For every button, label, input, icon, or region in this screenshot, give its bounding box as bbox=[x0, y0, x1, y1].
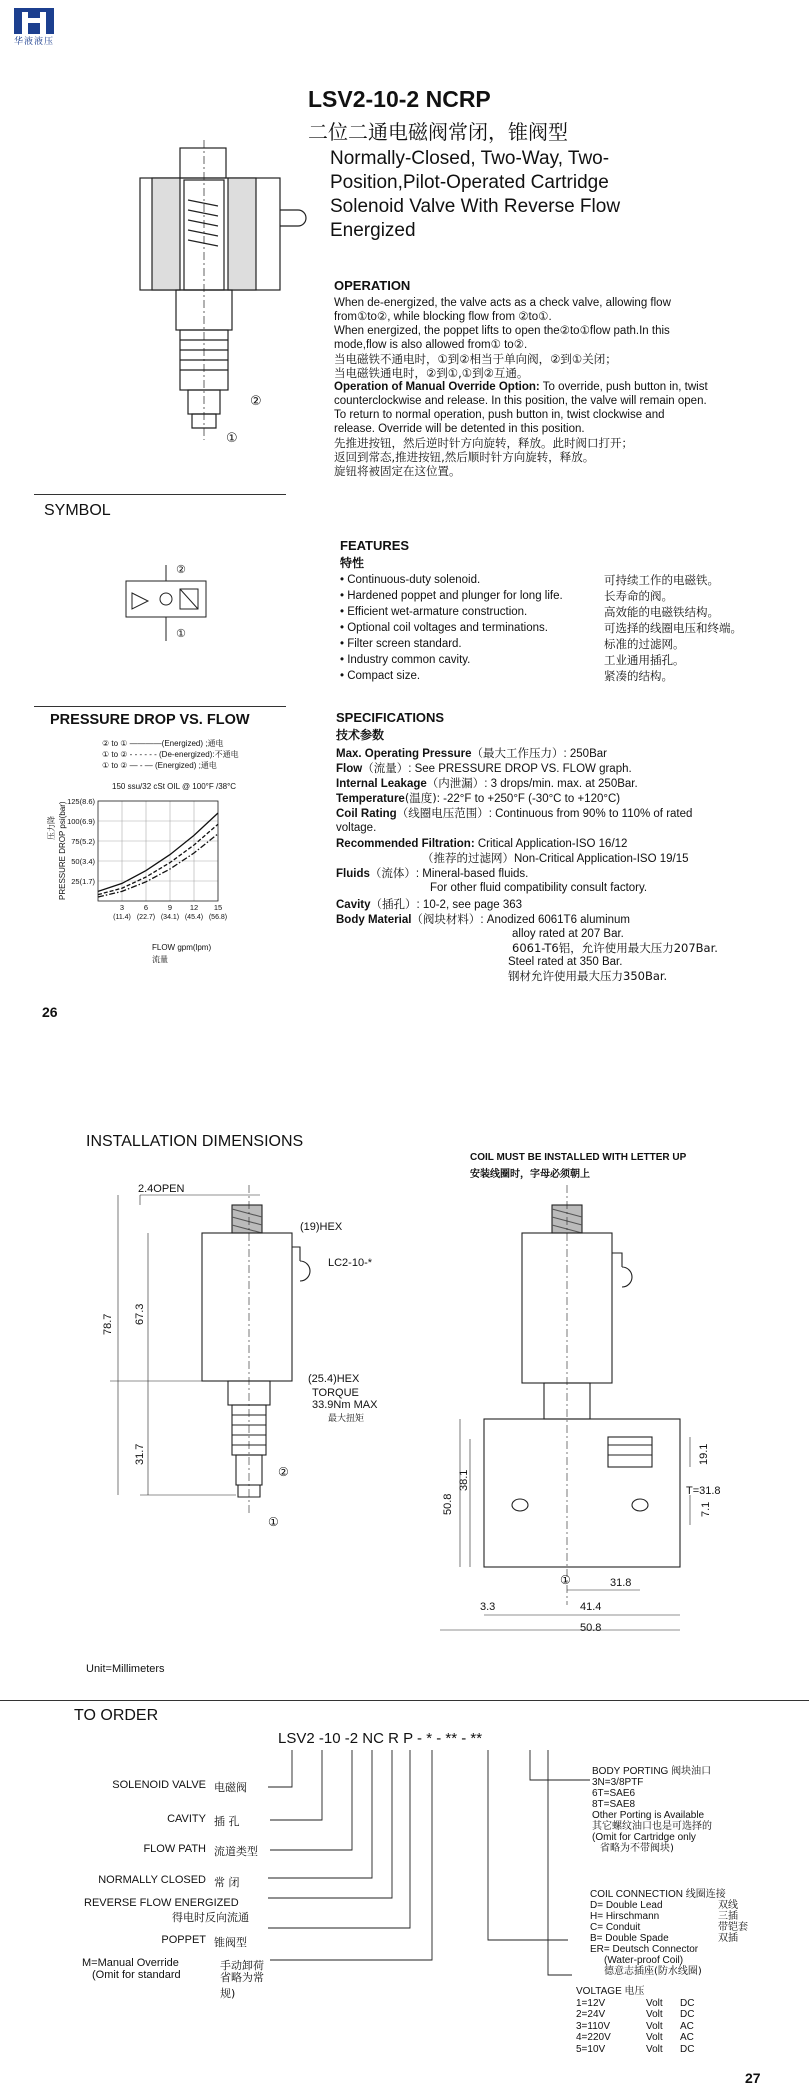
chart-xtick-label: 3 bbox=[119, 903, 125, 912]
order-code-part: - bbox=[417, 1730, 423, 1747]
chart-ylabel: PRESSURE DROP psi(bar) bbox=[58, 801, 67, 900]
order-option-label: SOLENOID VALVE bbox=[112, 1779, 206, 1791]
oil-note: 150 ssu/32 cSt OIL @ 100°F /38°C bbox=[112, 782, 237, 791]
coil-option: D= Double Lead bbox=[590, 1900, 663, 1911]
override-line: To override, push button in, twist bbox=[539, 381, 708, 393]
porting-title-cn: 阀块油口 bbox=[671, 1766, 712, 1777]
feature-item-cn: 可持续工作的电磁铁。 bbox=[604, 573, 719, 587]
order-code-part: -10 bbox=[318, 1730, 341, 1747]
body-label: Body Material bbox=[336, 914, 412, 926]
order-code-part: * bbox=[426, 1730, 433, 1747]
spec-value: : Continuous from 90% to 110% of rated bbox=[488, 808, 693, 820]
chart-xtick-sublabel: (34.1) bbox=[160, 914, 180, 921]
coil-connection-block bbox=[590, 1889, 800, 1977]
filtration-value: Critical Application-ISO 16/12 bbox=[474, 838, 628, 850]
operation-line: When de-energized, the valve acts as a check valve, allowing flow bbox=[334, 297, 671, 309]
units-note: Unit=Millimeters bbox=[86, 1663, 165, 1675]
feature-item-cn: 紧凑的结构。 bbox=[604, 669, 673, 683]
operation-line: from①to②, while blocking flow from ②to①. bbox=[334, 311, 552, 323]
order-code-part: ** bbox=[445, 1730, 458, 1747]
chart-xtick-label: 15 bbox=[213, 903, 223, 912]
order-option-label-cn: 电磁阀 bbox=[214, 1781, 247, 1794]
spec-voltage-cont: voltage. bbox=[336, 822, 377, 834]
side-port-1: ① bbox=[560, 1573, 571, 1587]
coil-option-cn: 带铠套 bbox=[718, 1922, 748, 1933]
dim-41-4: 41.4 bbox=[580, 1601, 602, 1613]
voltage-type: DC bbox=[680, 2009, 695, 2020]
order-option-label: M=Manual Override bbox=[82, 1957, 179, 1969]
order-code-part: R bbox=[388, 1730, 399, 1747]
voltage-option: 4=220V bbox=[576, 2032, 611, 2043]
dim-open: 2.4OPEN bbox=[138, 1183, 185, 1195]
specs-heading-cn: 技术参数 bbox=[336, 728, 385, 742]
dim-hex25-4: (25.4)HEX bbox=[308, 1373, 360, 1385]
chart-ytick-label: 100(6.9) bbox=[67, 817, 95, 826]
installation-drawing-side bbox=[440, 1175, 760, 1645]
logo-text: 华液液压 bbox=[14, 37, 55, 47]
pressure-drop-heading: PRESSURE DROP VS. FLOW bbox=[50, 712, 250, 728]
order-option-label-cn: 省略为常规) bbox=[220, 1971, 264, 2000]
spec-value: : 250Bar bbox=[563, 748, 607, 760]
voltage-type: DC bbox=[680, 1997, 695, 2009]
spec-value: : -22°F to +250°F (-30°C to +120°C) bbox=[436, 793, 621, 805]
operation-line: mode,flow is also allowed from① to②. bbox=[334, 339, 528, 351]
coil-option-cn: 三插 bbox=[718, 1911, 738, 1922]
symbol-heading: SYMBOL bbox=[44, 502, 111, 519]
order-option-label-cn: 得电时反向流通 bbox=[172, 1911, 249, 1924]
chart-ytick-label: 25(1.7) bbox=[71, 877, 95, 886]
spec-label-cn: （内泄漏） bbox=[426, 776, 485, 790]
spec-label-cn: （线圈电压范围） bbox=[396, 806, 489, 820]
coil-option: 德意志插座(防水线圈) bbox=[604, 1966, 702, 1977]
chart-xtick-label: 12 bbox=[189, 903, 199, 912]
model-title: LSV2-10-2 NCRP bbox=[308, 86, 491, 112]
body-line: : Anodized 6061T6 aluminum bbox=[480, 914, 631, 926]
chart-xtick-sublabel: (22.7) bbox=[136, 914, 156, 921]
spec-value: : See PRESSURE DROP VS. FLOW graph. bbox=[408, 763, 632, 775]
features-heading-cn: 特性 bbox=[340, 556, 365, 570]
voltage-type: AC bbox=[680, 2032, 694, 2043]
porting-option: 省略为不带阀块) bbox=[600, 1843, 674, 1854]
cavity-cn: （插孔） bbox=[370, 897, 417, 911]
dim-7-1: 7.1 bbox=[700, 1501, 712, 1517]
legend-line-3: ① to ② — - — (Energized) ;通电 bbox=[102, 761, 217, 770]
order-code-part: NC bbox=[362, 1730, 384, 1747]
features-list bbox=[340, 573, 780, 685]
override-label: Operation of Manual Override Option: bbox=[334, 381, 540, 393]
front-port-1: ① bbox=[268, 1515, 279, 1529]
page-number-right: 27 bbox=[745, 2070, 761, 2086]
voltage-option: 1=12V bbox=[576, 1997, 606, 2009]
order-option-label: CAVITY bbox=[167, 1813, 206, 1825]
spec-value: : 3 drops/min. max. at 250Bar. bbox=[484, 778, 638, 790]
feature-item-cn: 高效能的电磁铁结构。 bbox=[604, 605, 719, 619]
dim-31-7: 31.7 bbox=[134, 1443, 146, 1465]
spec-label-cn: （流量） bbox=[362, 761, 409, 775]
dim-hex19: (19)HEX bbox=[300, 1221, 343, 1233]
voltage-unit: Volt bbox=[646, 2009, 663, 2020]
dim-t31-8: T=31.8 bbox=[686, 1485, 721, 1497]
filtration-label: Recommended Filtration: bbox=[336, 838, 475, 850]
order-code-part: - bbox=[461, 1730, 467, 1747]
order-option-label-cn: 插 孔 bbox=[214, 1815, 240, 1828]
coil-option: (Water-proof Coil) bbox=[604, 1955, 684, 1966]
hydraulic-symbol bbox=[120, 565, 220, 645]
install-heading: INSTALLATION DIMENSIONS bbox=[86, 1133, 304, 1150]
spec-label: Max. Operating Pressure bbox=[336, 748, 472, 760]
symbol-rule bbox=[34, 494, 286, 495]
feature-item: • Compact size. bbox=[340, 670, 421, 682]
voltage-unit: Volt bbox=[646, 2032, 663, 2043]
override-line: release. Override will be detented in this position. bbox=[334, 423, 585, 435]
override-line: 旋钮将被固定在这位置。 bbox=[334, 464, 461, 478]
order-rule bbox=[0, 1700, 809, 1701]
order-option-label: POPPET bbox=[161, 1934, 206, 1946]
pressure-drop-chart bbox=[60, 795, 290, 935]
body-porting-block bbox=[592, 1766, 802, 1854]
spec-label: Temperature bbox=[336, 793, 405, 805]
torque-cn: 最大扭矩 bbox=[328, 1414, 365, 1424]
feature-item: • Hardened poppet and plunger for long life. bbox=[340, 590, 563, 602]
title-en-2: Position,Pilot-Operated Cartridge bbox=[330, 172, 609, 193]
order-option-label: REVERSE FLOW ENERGIZED bbox=[84, 1897, 239, 1909]
specs-list bbox=[336, 746, 781, 983]
spec-label: Internal Leakage bbox=[336, 778, 427, 790]
torque-label: TORQUE bbox=[312, 1387, 359, 1399]
override-line: 先推进按钮，然后逆时针方向旋转，释放。此时阀口打开； bbox=[334, 436, 633, 450]
order-option-label: NORMALLY CLOSED bbox=[98, 1874, 206, 1886]
fluids-value: : Mineral-based fluids. bbox=[415, 868, 529, 880]
operation-line: 当电磁铁不通电时，①到②相当于单向阀，②到①关闭； bbox=[334, 352, 617, 366]
page-number-left: 26 bbox=[42, 1004, 58, 1020]
dim-3-3: 3.3 bbox=[480, 1601, 496, 1613]
pressure-rule bbox=[34, 706, 286, 707]
order-option-label: FLOW PATH bbox=[143, 1843, 206, 1855]
order-code-part: - bbox=[436, 1730, 442, 1747]
porting-option: 8T=SAE8 bbox=[592, 1799, 636, 1810]
symbol-port-1: ① bbox=[176, 628, 186, 640]
coil-option-cn: 双线 bbox=[718, 1900, 738, 1911]
feature-item-cn: 标准的过滤网。 bbox=[604, 637, 685, 651]
body-line: 6061-T6铝，允许使用最大压力207Bar. bbox=[512, 941, 718, 955]
ylabel-cn: 压力降 bbox=[47, 816, 56, 840]
chart-xtick-sublabel: (56.8) bbox=[208, 914, 228, 921]
chart-xtick-label: 6 bbox=[143, 903, 149, 912]
chart-series-line bbox=[98, 834, 218, 897]
spec-label-cn: (温度) bbox=[404, 791, 437, 805]
override-line: To return to normal operation, push button in, twist clockwise and bbox=[334, 409, 665, 421]
voltage-unit: Volt bbox=[646, 2043, 663, 2055]
feature-item-cn: 长寿命的阀。 bbox=[604, 589, 673, 603]
chart-xtick-sublabel: (45.4) bbox=[184, 914, 204, 921]
specs-heading: SPECIFICATIONS bbox=[336, 710, 445, 725]
order-code-part: LSV2 bbox=[278, 1730, 315, 1747]
order-option-label-cn: 常 闭 bbox=[214, 1876, 240, 1889]
porting-option: Other Porting is Available bbox=[592, 1810, 705, 1821]
dim-38-1: 38.1 bbox=[458, 1469, 470, 1491]
override-line: 返回到常态,推进按钮,然后顺时针方向旋转，释放。 bbox=[334, 450, 595, 464]
spec-label-cn: （最大工作压力） bbox=[471, 746, 564, 760]
installation-drawing-front bbox=[80, 1175, 440, 1535]
feature-item: • Continuous-duty solenoid. bbox=[340, 574, 481, 586]
fluids-label: Fluids bbox=[336, 868, 370, 880]
body-line: Steel rated at 350 Bar. bbox=[508, 956, 623, 968]
override-line: counterclockwise and release. In this position, the valve will remain open. bbox=[334, 395, 707, 407]
chart-ytick-label: 50(3.4) bbox=[71, 857, 95, 866]
dim-78-7: 78.7 bbox=[102, 1313, 114, 1335]
voltage-type: DC bbox=[680, 2043, 695, 2055]
voltage-block bbox=[576, 1986, 776, 2055]
porting-title: BODY PORTING bbox=[592, 1766, 669, 1777]
coil-title-cn: 线圈连接 bbox=[685, 1889, 726, 1900]
chart-xlabel: FLOW gpm(lpm) bbox=[152, 943, 212, 952]
body-line: 钢材允许使用最大压力350Bar. bbox=[508, 969, 668, 983]
dim-67-3: 67.3 bbox=[134, 1303, 146, 1325]
dim-19-1: 19.1 bbox=[698, 1443, 710, 1465]
torque-value: 33.9Nm MAX bbox=[312, 1399, 378, 1411]
operation-heading: OPERATION bbox=[334, 278, 411, 293]
dim-31-8: 31.8 bbox=[610, 1577, 632, 1589]
voltage-title-cn: 电压 bbox=[624, 1986, 645, 1997]
porting-option: (Omit for Cartridge only bbox=[592, 1832, 696, 1843]
order-option-label-cn: 手动卸荷 bbox=[220, 1959, 264, 1972]
chart-ytick-label: 75(5.2) bbox=[71, 837, 95, 846]
dim-coil: LC2-10-* bbox=[328, 1257, 373, 1269]
title-en-1: Normally-Closed, Two-Way, Two- bbox=[330, 148, 610, 169]
dim-50-8-vert: 50.8 bbox=[442, 1493, 454, 1515]
order-code-part: ** bbox=[470, 1730, 483, 1747]
order-heading: TO ORDER bbox=[74, 1707, 159, 1724]
cavity-label: Cavity bbox=[336, 899, 371, 911]
coil-option: H= Hirschmann bbox=[590, 1911, 660, 1922]
cutaway-port-1: ① bbox=[226, 430, 238, 445]
order-code-part: -2 bbox=[344, 1730, 359, 1747]
coil-note: COIL MUST BE INSTALLED WITH LETTER UP bbox=[470, 1152, 687, 1163]
chart-ytick-label: 125(8.6) bbox=[67, 797, 95, 806]
feature-item: • Filter screen standard. bbox=[340, 638, 462, 650]
symbol-port-2: ② bbox=[176, 564, 186, 576]
coil-title: COIL CONNECTION bbox=[590, 1889, 683, 1900]
dim-50-8-horiz: 50.8 bbox=[580, 1622, 602, 1634]
body-cn: （阀块材料） bbox=[411, 912, 481, 926]
voltage-title: VOLTAGE bbox=[576, 1986, 622, 1997]
chart-xlabel-cn: 流量 bbox=[152, 955, 168, 964]
operation-line: When energized, the poppet lifts to open the②to①flow path.In this bbox=[334, 325, 670, 337]
voltage-option: 2=24V bbox=[576, 2009, 606, 2020]
coil-note-cn: 安装线圈时，字母必须朝上 bbox=[470, 1169, 590, 1180]
order-option-label-cn: 锥阀型 bbox=[214, 1936, 247, 1949]
porting-option: 6T=SAE6 bbox=[592, 1788, 636, 1799]
features-heading: FEATURES bbox=[340, 538, 410, 553]
coil-option: ER= Deutsch Connector bbox=[590, 1944, 699, 1955]
feature-item: • Efficient wet-armature construction. bbox=[340, 606, 528, 618]
spec-label: Coil Rating bbox=[336, 808, 397, 820]
coil-option: B= Double Spade bbox=[590, 1933, 669, 1944]
chart-series-line bbox=[98, 813, 218, 891]
cutaway-port-2: ② bbox=[250, 393, 262, 408]
feature-item-cn: 工业通用插孔。 bbox=[604, 653, 685, 667]
cavity-value: : 10-2, see page 363 bbox=[416, 899, 523, 911]
operation-line: 当电磁铁通电时，②到①,①到②互通。 bbox=[334, 366, 529, 380]
title-en-4: Energized bbox=[330, 220, 416, 241]
company-logo bbox=[10, 6, 60, 46]
voltage-unit: Volt bbox=[646, 1997, 663, 2009]
title-en-3: Solenoid Valve With Reverse Flow bbox=[330, 196, 621, 217]
order-option-label: (Omit for standard bbox=[92, 1969, 181, 1981]
porting-option: 其它螺纹油口也是可选择的 bbox=[592, 1821, 712, 1832]
valve-cutaway-drawing bbox=[80, 140, 320, 460]
coil-option: C= Conduit bbox=[590, 1922, 641, 1933]
fluids-value-2: For other fluid compatibility consult factory. bbox=[430, 882, 648, 894]
chart-xtick-label: 9 bbox=[167, 903, 173, 912]
voltage-type: AC bbox=[680, 2020, 694, 2032]
spec-label: Flow bbox=[336, 763, 363, 775]
front-port-2: ② bbox=[278, 1465, 289, 1479]
porting-option: 3N=3/8PTF bbox=[592, 1777, 644, 1788]
filtration-cn: （推荐的过滤网） bbox=[422, 851, 514, 865]
feature-item: • Optional coil voltages and terminations. bbox=[340, 622, 548, 634]
voltage-unit: Volt bbox=[646, 2020, 663, 2032]
coil-option-cn: 双插 bbox=[718, 1933, 738, 1944]
body-line: alloy rated at 207 Bar. bbox=[512, 928, 624, 940]
fluids-cn: （流体） bbox=[369, 866, 416, 880]
chart-xtick-sublabel: (11.4) bbox=[113, 914, 131, 921]
legend-line-1: ② to ① ————(Energized) ;通电 bbox=[102, 739, 224, 748]
chart-series-line bbox=[98, 824, 218, 894]
voltage-option: 5=10V bbox=[576, 2043, 606, 2055]
title-cn: 二位二通电磁阀常闭，锥阀型 bbox=[308, 120, 568, 144]
feature-item-cn: 可选择的线圈电压和终端。 bbox=[604, 621, 742, 635]
voltage-option: 3=110V bbox=[576, 2020, 611, 2032]
order-option-label-cn: 流道类型 bbox=[214, 1845, 258, 1858]
legend-line-2: ① to ② - - - - - - (De-energized):不通电 bbox=[102, 750, 239, 759]
operation-text bbox=[334, 296, 779, 478]
feature-item: • Industry common cavity. bbox=[340, 654, 471, 666]
filtration-value-2: Non-Critical Application-ISO 19/15 bbox=[514, 853, 689, 865]
order-code-part: P bbox=[403, 1730, 413, 1747]
